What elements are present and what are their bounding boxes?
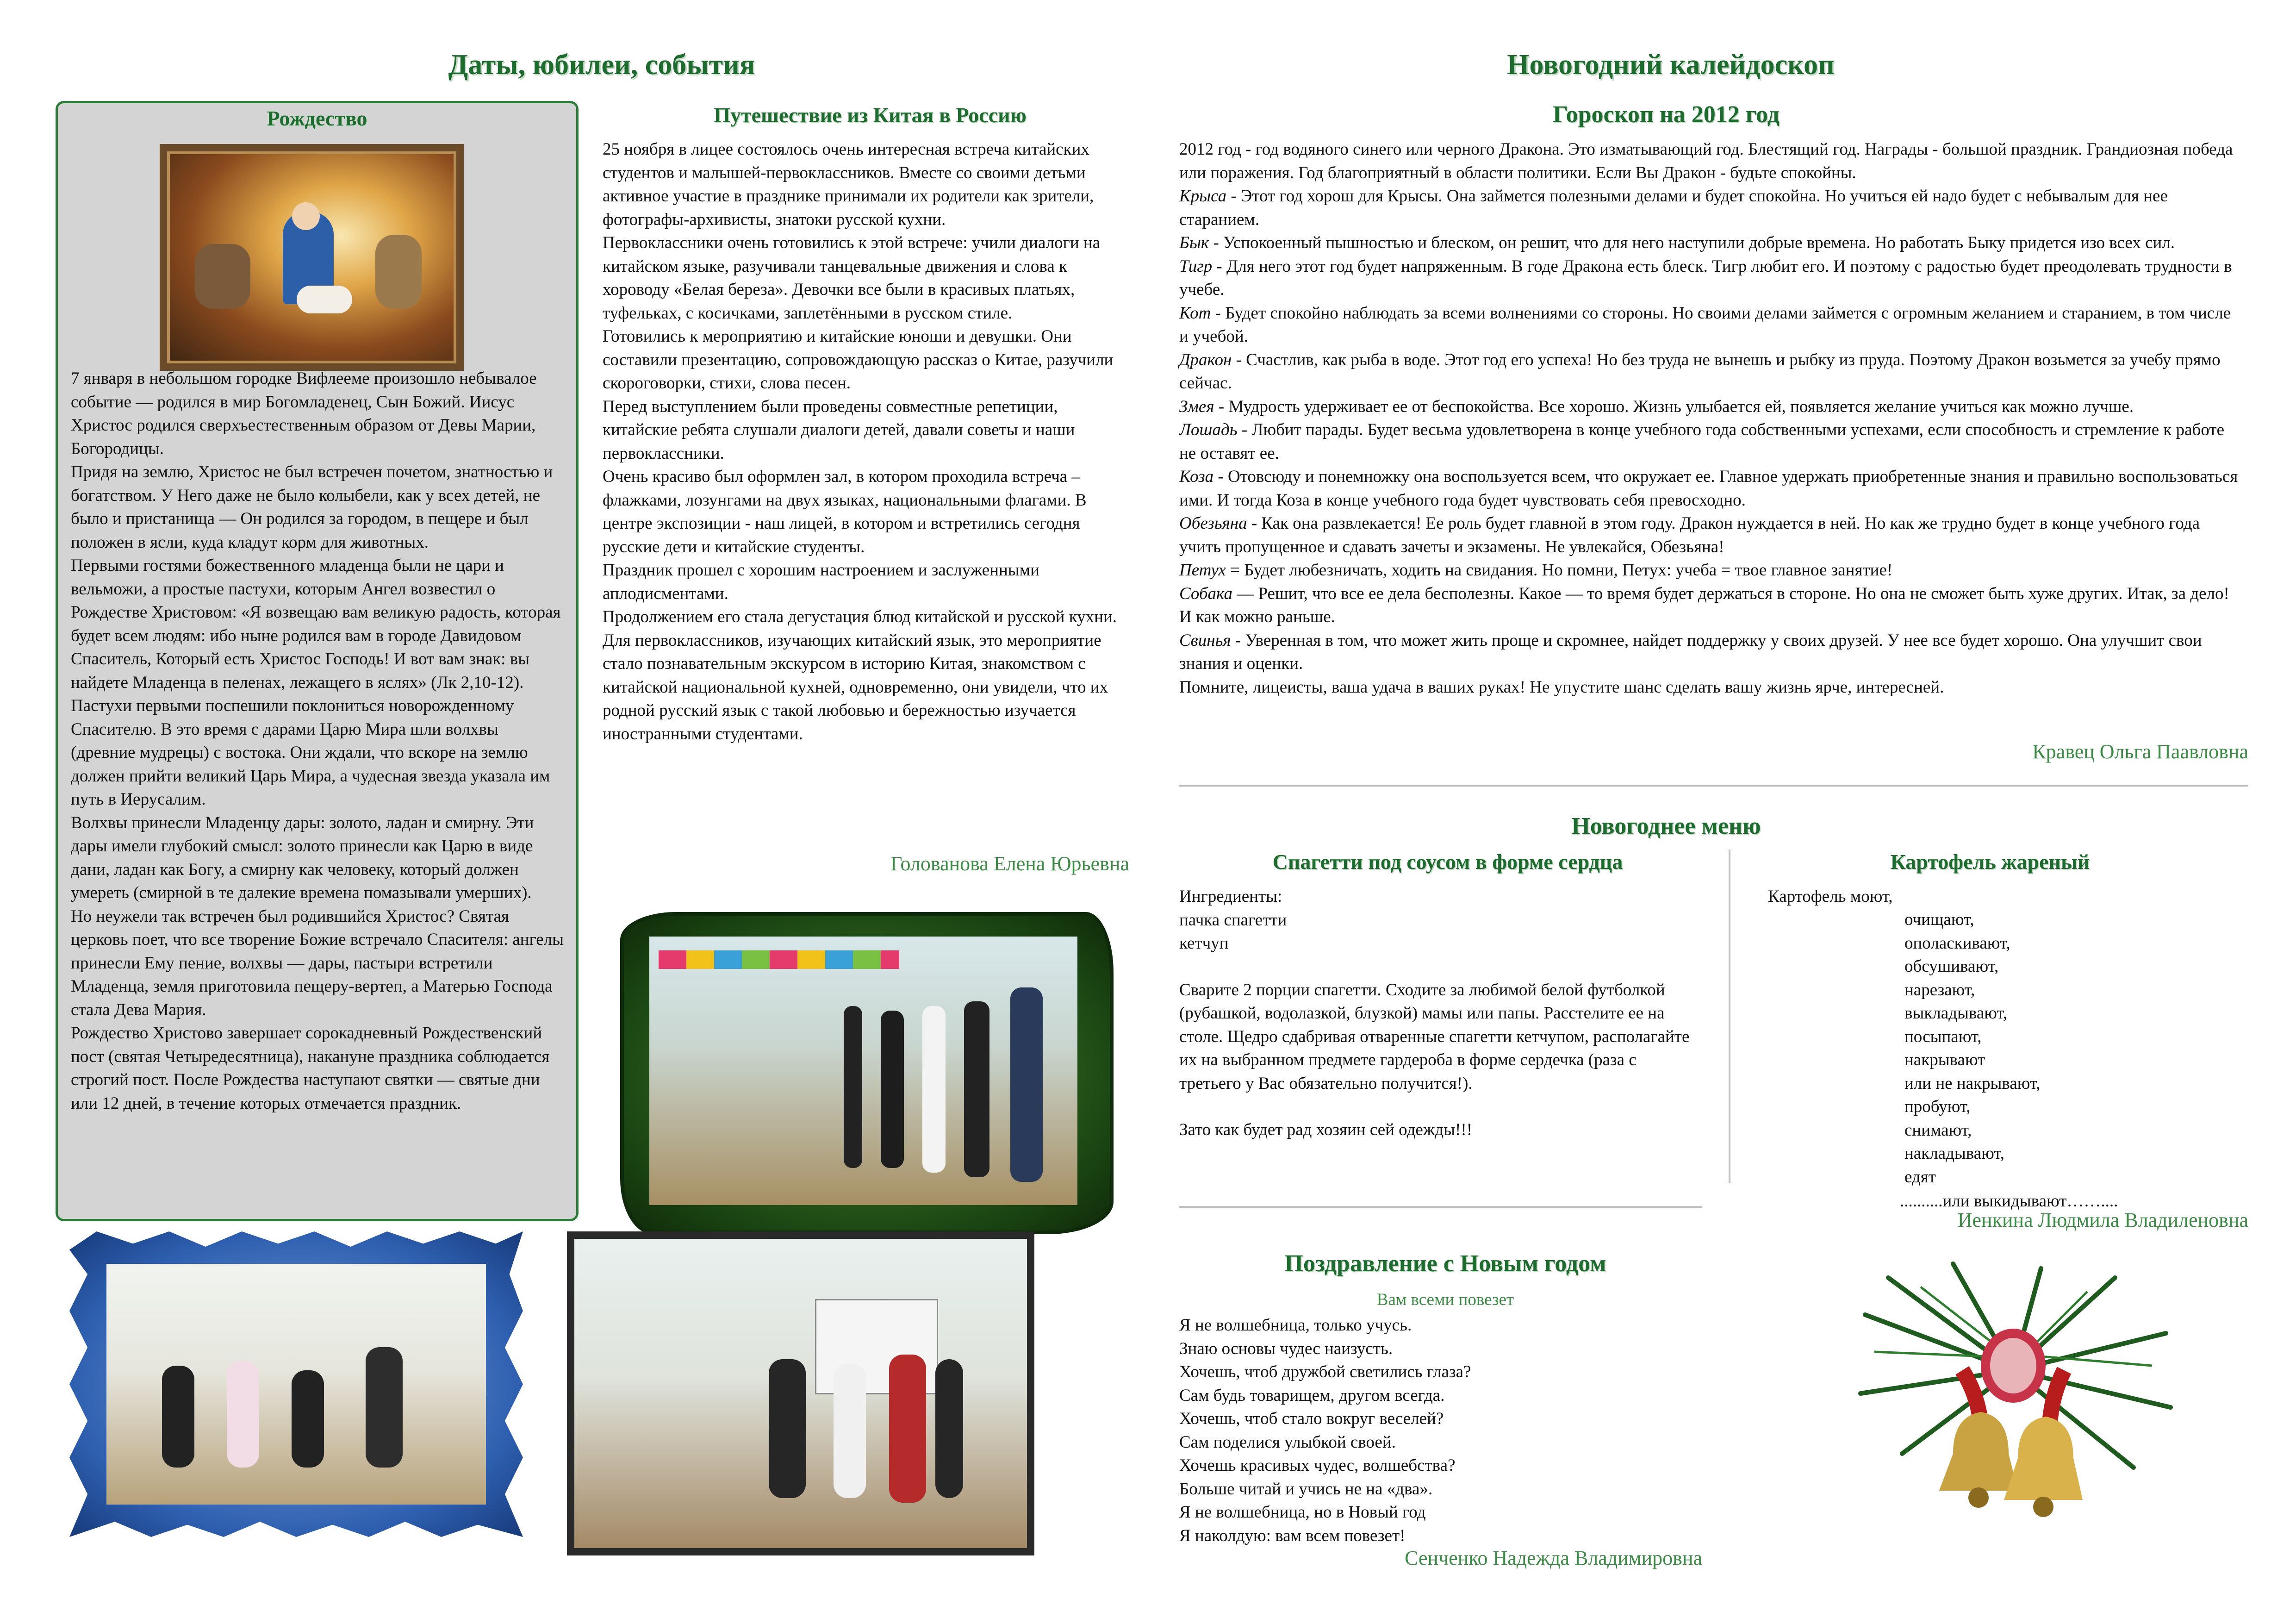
travel-text — [603, 138, 1130, 746]
horoscope-intro: 2012 год - год водяного синего или черного Дракона. Это изматывающий год. Блестящий год. Награды - большой праздник. Грандиозная победа или поражения. Год благоприятный в области политики. Если Вы Дракон - будьте спокойны. — [1179, 140, 2233, 182]
sign-name: Свинья — [1179, 631, 1231, 650]
potato-step: накладывают, — [1904, 1144, 2004, 1163]
sign-text: Успокоенный пышностью и блеском, он решит, что для него наступили добрые времена. Но работать Быку придется изо всех сил. — [1223, 233, 2175, 252]
potato-step: нарезают, — [1904, 980, 1975, 999]
sign-text: Будет спокойно наблюдать за всеми волнениями со стороны. Но своими делами займется с огромным желанием и старанием, в том числе и учебой. — [1179, 303, 2231, 346]
potato-step: накрывают — [1904, 1050, 1985, 1069]
christmas-paragraph: Пастухи первыми поспешили поклониться новорожденному Спасителю. В это время с дарами Царю Мира шли волхвы (древние мудрецы) с востока. Они ждали, что вскоре на землю должен прийти великий Царь Мира, а чудесная звезда указала им путь в Иерусалим. — [71, 696, 550, 809]
potato-step: очищают, — [1904, 910, 1974, 929]
sign-separator: - — [1247, 514, 1262, 533]
photo-children-frame — [69, 1231, 523, 1537]
horoscope-sign — [1179, 395, 2244, 419]
menu-column-divider — [1729, 849, 1730, 1183]
recipe-line: Сварите 2 порции спагетти. Сходите за любимой белой футболкой (рубашкой, водолазкой, блузкой) мамы или папы. Расстелите ее на столе. Щедро сдабривая отваренные спагетти кетчупом, располагайте их на выбранном предмете гардероба в форме сердечка (раза с третьего у Вас обязательно получится!). — [1179, 980, 1690, 1093]
potato-title: Картофель жареный — [1890, 850, 2090, 874]
poem-line: Я не волшебница, только учусь. — [1179, 1316, 1412, 1335]
horoscope-title: Гороскоп на 2012 год — [1553, 101, 1780, 128]
sign-separator: - — [1211, 303, 1226, 323]
sign-name: Крыса — [1179, 187, 1227, 206]
horoscope-sign — [1179, 349, 2244, 395]
potato-step: ополаскивают, — [1904, 933, 2010, 953]
sign-separator: - — [1231, 631, 1245, 650]
travel-paragraph: Продолжением его стала дегустация блюд китайской и русской кухни. — [603, 607, 1117, 626]
christmas-title: Рождество — [267, 106, 367, 130]
christmas-bells-decoration — [1847, 1259, 2180, 1565]
horoscope-sign — [1179, 465, 2244, 512]
travel-signature: Голованова Елена Юрьевна — [890, 852, 1129, 875]
poem-line: Знаю основы чудес наизусть. — [1179, 1339, 1393, 1358]
sign-name: Обезьяна — [1179, 514, 1247, 533]
sign-separator: - — [1232, 350, 1246, 369]
christmas-paragraph: Но неужели так встречен был родившийся Христос? Святая церковь поет, что все творение Божие встречало Спасителя: ангелы принесли Ему пение, волхвы — дары, пастыри встретили Младенца, земля приготовила пещеру-вертеп, а Матерью Господа стала Дева Мария. — [71, 906, 564, 1019]
poem-line: Сам поделися улыбкой своей. — [1179, 1432, 1396, 1452]
christmas-text — [71, 367, 566, 1115]
right-page-title: Новогодний калейдоскоп — [1507, 49, 1835, 81]
horoscope-outro: Помните, лицеисты, ваша удача в ваших руках! Не упустите шанс сделать вашу жизнь ярче, интересней. — [1179, 677, 1944, 697]
horoscope-sign — [1179, 302, 2244, 349]
recipe-line: Ингредиенты: — [1179, 887, 1282, 906]
potato-steps — [1904, 908, 2041, 1189]
menu-title: Новогоднее меню — [1571, 813, 1761, 839]
nativity-painting — [160, 144, 464, 371]
christmas-box — [56, 101, 579, 1221]
sign-separator: = — [1226, 561, 1244, 580]
sign-name: Змея — [1179, 397, 1214, 416]
horoscope-signs — [1179, 185, 2244, 676]
sign-separator: - — [1214, 397, 1229, 416]
potato-step: или не накрывают, — [1904, 1074, 2041, 1093]
travel-paragraph: Первоклассники очень готовились к этой встрече: учили диалоги на китайском языке, разучивали танцевальные движения и слова к хороводу «Белая береза». Девочки все были в красивых платьях, туфельках, с косичками, заплетёнными в русском стиле. — [603, 233, 1101, 323]
recipe-spacer — [1179, 956, 1702, 979]
poem-line: Я не волшебница, но в Новый год — [1179, 1503, 1426, 1522]
horoscope-text — [1179, 138, 2244, 699]
christmas-paragraph: Рождество Христово завершает сорокадневный Рождественский пост (святая Четыредесятница), накануне праздника соблюдается строгий пост. После Рождества наступают святки — святые дни или 12 дней, в течение которых отмечается праздник. — [71, 1024, 550, 1113]
christmas-paragraph: Придя на землю, Христос не был встречен почетом, знатностью и богатством. У Него даже не было колыбели, как у всех детей, не было и пристанища — Он родился за городом, в пещере и был положен в ясли, куда кладут корм для животных. — [71, 462, 553, 552]
sign-name: Дракон — [1179, 350, 1232, 369]
spaghetti-recipe — [1179, 885, 1702, 1142]
sign-text: Для него этот год будет напряженным. В годе Дракона есть блеск. Тигр любит его. И поэтому с радостью будет преодолевать трудности в учебе. — [1179, 256, 2232, 299]
poem-line: Хочешь, чтоб стало вокруг веселей? — [1179, 1409, 1444, 1428]
menu-bottom-divider — [1179, 1206, 1702, 1208]
sign-name: Лошадь — [1179, 420, 1238, 439]
potato-step: обсушивают, — [1904, 957, 1999, 976]
potato-step: пробуют, — [1904, 1097, 1971, 1116]
horoscope-sign — [1179, 255, 2244, 302]
photo-students-frame — [620, 912, 1114, 1234]
recipe-line: пачка спагетти — [1179, 910, 1287, 930]
sign-text: Мудрость удерживает ее от беспокойства. Все хорошо. Жизнь улыбается ей, появляется желание учиться как можно лучше. — [1228, 397, 2134, 416]
recipe-spacer — [1179, 1095, 1702, 1118]
poem-line: Хочешь, чтоб дружбой светились глаза? — [1179, 1362, 1471, 1381]
travel-paragraph: Праздник прошел с хорошим настроением и заслуженными аплодисментами. — [603, 561, 1039, 603]
sign-separator: - — [1209, 233, 1224, 252]
sign-separator: — — [1232, 584, 1258, 603]
potato-step: выкладывают, — [1904, 1004, 2008, 1023]
potato-first-step: Картофель моют, — [1768, 887, 1893, 906]
section-divider — [1179, 785, 2248, 787]
left-page-title: Даты, юбилеи, события — [448, 49, 755, 81]
poem-line: Сам будь товарищем, другом всегда. — [1179, 1386, 1445, 1405]
sign-name: Бык — [1179, 233, 1209, 252]
bells-icon — [1847, 1259, 2180, 1565]
horoscope-sign — [1179, 559, 2244, 582]
poem-line: Больше читай и учись не на «два». — [1179, 1479, 1433, 1499]
christmas-paragraph: 7 января в небольшом городке Вифлееме произошло небывалое событие — родился в мир Богомладенец, Сын Божий. Иисус Христос родился сверхъестественным образом от Девы Марии, Богородицы. — [71, 369, 537, 458]
sign-name: Тигр — [1179, 256, 1213, 276]
recipe-line: кетчуп — [1179, 934, 1229, 953]
sign-text: Будет любезничать, ходить на свидания. Но помни, Петух: учеба = твое главное занятие! — [1244, 561, 1893, 580]
potato-step: снимают, — [1904, 1120, 1972, 1140]
potato-step: едят — [1904, 1167, 1936, 1187]
potato-signature: Иенкина Людмила Владиленовна — [1957, 1209, 2248, 1231]
horoscope-sign — [1179, 629, 2244, 676]
poem-line: Я наколдую: вам всем повезет! — [1179, 1526, 1406, 1545]
horoscope-sign — [1179, 185, 2244, 231]
travel-paragraph: Очень красиво был оформлен зал, в котором проходила встреча – флажками, лозунгами на двух языках, национальными флагами. В центре экспозиции - наш лицей, в котором и встретились сегодня русские дети и китайские студенты. — [603, 467, 1087, 556]
greeting-signature: Сенченко Надежда Владимировна — [1405, 1547, 1702, 1569]
horoscope-sign — [1179, 582, 2244, 629]
photo-students — [649, 937, 1077, 1205]
horoscope-sign — [1179, 512, 2244, 559]
sign-text: Любит парады. Будет весьма удовлетворена в конце учебного года собственными успехами, если способность и стремление к работе не оставят ее. — [1179, 420, 2224, 463]
sign-name: Коза — [1179, 467, 1214, 486]
photo-dance — [567, 1231, 1034, 1555]
christmas-paragraph: Волхвы принесли Младенцу дары: золото, ладан и смирну. Эти дары имели глубокий смысл: золото принесли как Царю в виде дани, ладан как Богу, а смирну как человеку, который должен умереть (смирной в те далекие времена помазывали умерших). — [71, 813, 534, 902]
travel-paragraph: Готовились к мероприятию и китайские юноши и девушки. Они составили презентацию, сопровождающую рассказ о Китае, разучили скороговорки, стихи, слова песен. — [603, 327, 1114, 393]
spaghetti-title: Спагетти под соусом в форме сердца — [1272, 850, 1623, 874]
travel-paragraph: 25 ноября в лицее состоялось очень интересная встреча китайских студентов и малышей-первоклассников. Вместе со своими детьми активное участие в празднике принимали их родители как зрители, фотографы-архивисты, знатоки русской кухни. — [603, 140, 1094, 229]
sign-name: Петух — [1179, 561, 1226, 580]
sign-text: Уверенная в том, что может жить проще и скромнее, найдет поддержку у своих друзей. У нее все будет хорошо. Она улучшит свои знания и оценки. — [1179, 631, 2202, 673]
horoscope-sign — [1179, 418, 2244, 465]
sign-name: Собака — [1179, 584, 1232, 603]
travel-paragraph: Для первоклассников, изучающих китайский язык, это мероприятие стало познавательным экскурсом в историю Китая, знакомством с китайской национальной кухней, одновременно, они увидели, что их родной русский язык с такой любовью и бережностью изучается иностранными студентами. — [603, 631, 1108, 743]
travel-title: Путешествие из Китая в Россию — [714, 103, 1027, 127]
horoscope-signature: Кравец Ольга Паавловна — [2032, 740, 2248, 763]
poem-lines — [1179, 1314, 1711, 1548]
potato-last-step: ..........или выкидывают…….... — [1900, 1192, 2118, 1211]
christmas-paragraph: Первыми гостями божественного младенца были не цари и вельможи, а простые пастухи, которым Ангел возвестил о Рождестве Христовом: «Я возвещаю вам великую радость, которая будет всем людям: ибо ныне родился вам в городе Давидовом Спаситель, Который есть Христос Господь! И вот вам знак: вы найдете Младенца в пеленах, лежащего в яслях» (Лк 2,10-12). — [71, 556, 561, 692]
sign-text: Отовсюду и понемножку она воспользуется всем, что окружает ее. Главное удержать приобретенные знания и правильно воспользоваться ими. И тогда Коза в конце учебного года будет чувствовать себя превосходно. — [1179, 467, 2238, 510]
sign-separator: - — [1237, 420, 1252, 439]
sign-name: Кот — [1179, 303, 1211, 323]
potato-step: посыпают, — [1904, 1027, 1982, 1046]
poem-title: Вам всеми повезет — [1376, 1290, 1514, 1309]
travel-paragraph: Перед выступлением были проведены совместные репетиции, китайские ребята слушали диалоги детей, давали советы и наши первоклассники. — [603, 397, 1075, 463]
sign-text: Счастлив, как рыба в воде. Этот год его успеха! Но без труда не вынешь и рыбку из пруда. Поэтому Дракон возьмется за учебу прямо сейчас. — [1179, 350, 2221, 393]
horoscope-sign — [1179, 231, 2244, 255]
sign-separator: - — [1213, 467, 1228, 486]
photo-children — [106, 1264, 486, 1505]
recipe-line: Зато как будет рад хозяин сей одежды!!! — [1179, 1120, 1473, 1139]
sign-text: Как она развлекается! Ее роль будет главной в этом году. Дракон нуждается в ней. Но как же трудно будет в конце учебного года учить пропущенное и сдавать зачеты и экзамены. Не увлекайся, Обезьяна! — [1179, 514, 2200, 556]
greeting-title: Поздравление с Новым годом — [1284, 1250, 1606, 1277]
sign-separator: - — [1212, 256, 1226, 276]
poem-line: Хочешь красивых чудес, волшебства? — [1179, 1456, 1456, 1475]
sign-text: Этот год хорош для Крысы. Она займется полезными делами и будет спокойна. Но учиться ей надо будет с небывалым для нее старанием. — [1179, 187, 2168, 229]
sign-text: Решит, что все ее дела бесполезны. Какое — то время будет держаться в стороне. Но она не сможет быть хуже других. Итак, за дело! И как можно раньше. — [1179, 584, 2229, 626]
sign-separator: - — [1226, 187, 1241, 206]
